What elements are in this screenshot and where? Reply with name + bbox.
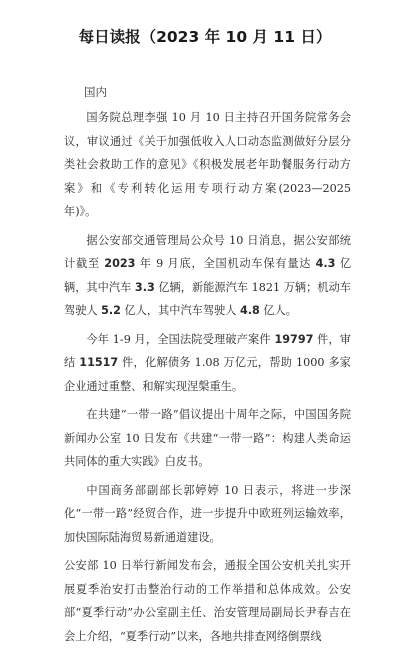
highlight-number: 4.3 bbox=[315, 257, 336, 270]
paragraph-text: 据公安部交通管理局公众号 10 日消息，据公安部统计截至 bbox=[64, 233, 351, 270]
paragraph-text: 亿人，其中汽车驾驶人 bbox=[120, 304, 240, 317]
paragraph-vehicles bbox=[64, 229, 351, 323]
paragraph-text: 今年 1-9 月，全国法院受理破产案件 bbox=[86, 332, 275, 346]
paragraph-text: 公安部 10 日举行新闻发布会，通报全国公安机关扎实开展夏季治安打击整治行动的工作举措和总体成效。公安部“夏季行动”办公室副主任、治安管理局副局长尹春吉在会上介绍，“夏季行动”以来，各地共排查网络倒票线 bbox=[64, 559, 351, 643]
paragraph-belt-road-whitepaper bbox=[64, 403, 351, 474]
highlight-number: 11517 bbox=[79, 356, 119, 369]
article-body bbox=[64, 106, 351, 653]
paragraph-text: 在共建“一带一路”倡议提出十周年之际，中国国务院新闻办公室 10 日发布《共建“一带一路”：构建人类命运共同体的重大实践》白皮书。 bbox=[64, 408, 351, 468]
paragraph-bankruptcy bbox=[64, 328, 351, 399]
paragraph-public-security bbox=[64, 554, 351, 648]
paragraph-text: 件，审结 bbox=[64, 332, 351, 369]
document-title: 每日读报（2023 年 10 月 11 日） bbox=[78, 28, 332, 46]
paragraph-text: 年 9 月底，全国机动车保有量达 bbox=[135, 257, 316, 270]
paragraph-text: 件，化解债务 1.08 万亿元，帮助 1000 多家企业通过重整、和解实现涅槃重生。 bbox=[64, 356, 351, 393]
highlight-number: 3.3 bbox=[134, 280, 155, 294]
paragraph-text: 亿人。 bbox=[259, 304, 297, 317]
highlight-number: 4.8 bbox=[239, 304, 260, 317]
section-heading: 国内 bbox=[84, 85, 107, 99]
paragraph-text: 国务院总理李强 10 月 10 日主持召开国务院常务会议，审议通过《关于加强低收入人口动态监测做好分层分类社会救助工作的意见》《积极发展老年助餐服务行动方案》和《专利转化运用专项行动方案(2023—2025 年)》。 bbox=[64, 111, 351, 218]
paragraph-commerce-ministry bbox=[64, 479, 351, 550]
highlight-number: 2023 bbox=[104, 257, 136, 270]
highlight-number: 19797 bbox=[274, 332, 314, 346]
highlight-number: 5.2 bbox=[101, 304, 121, 317]
paragraph-text: 亿辆，新能源汽车 1821 万辆；机动车驾驶人 bbox=[64, 280, 351, 317]
paragraph-text: 中国商务部副部长郭婷婷 10 日表示，将进一步深化“一带一路”经贸合作，进一步提升中欧班列运输效率，加快国际陆海贸易新通道建设。 bbox=[64, 483, 351, 544]
paragraph-state-council bbox=[64, 106, 351, 224]
paragraph-text: 亿辆，其中汽车 bbox=[64, 257, 352, 294]
